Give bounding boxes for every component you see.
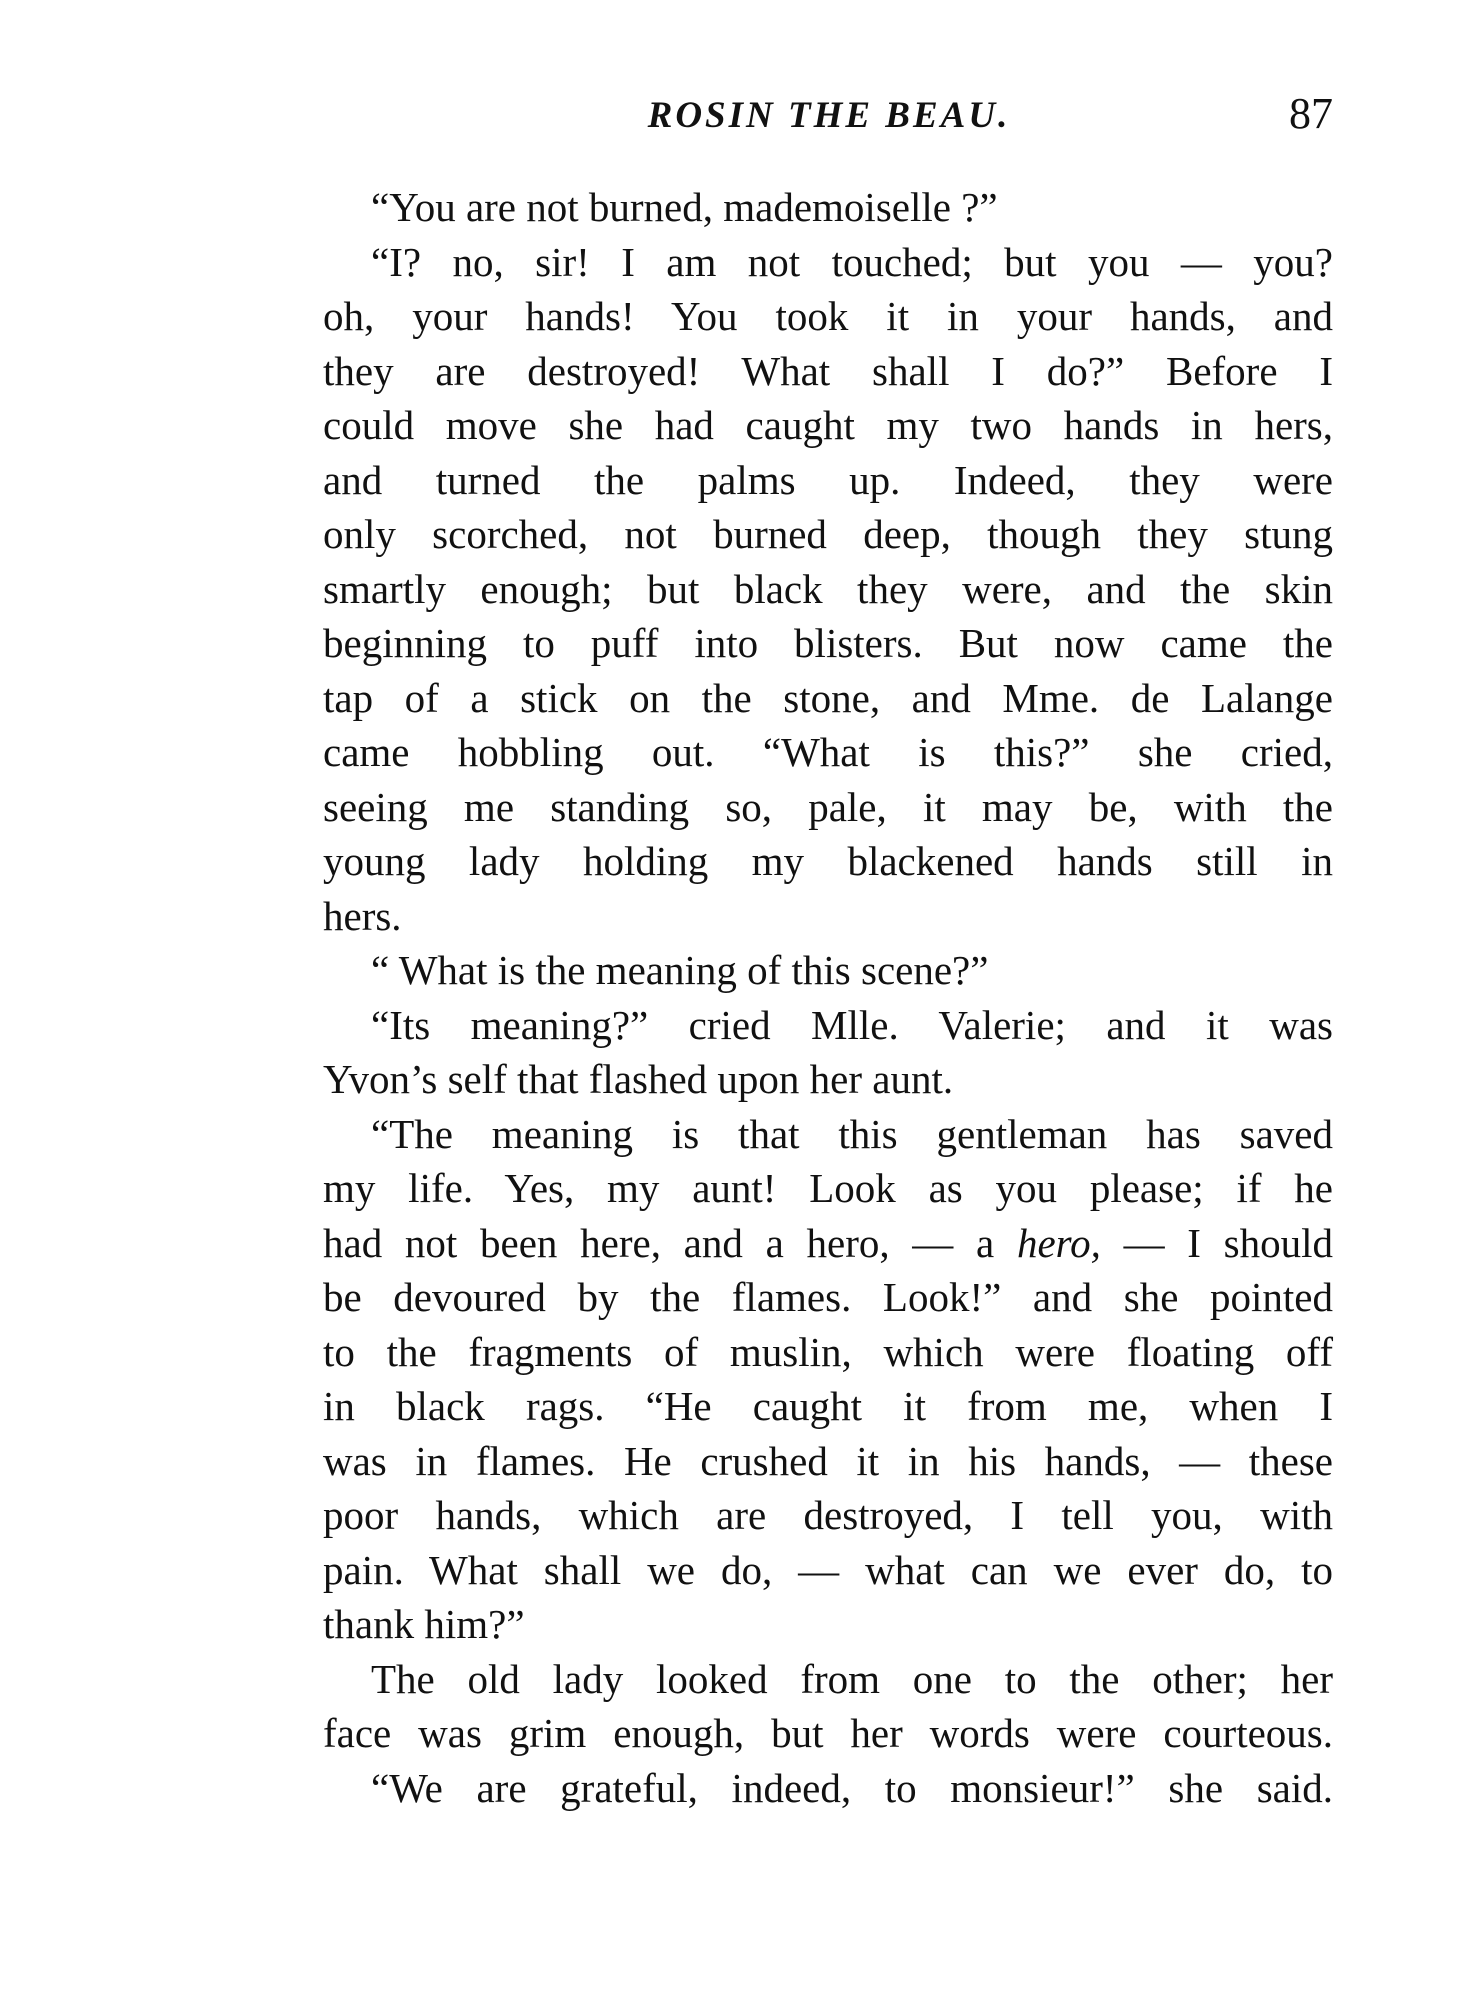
running-head xyxy=(325,88,1333,148)
text-line: to the fragments of muslin, which were floating off xyxy=(323,1328,1333,1375)
text-line: young lady holding my blackened hands still in xyxy=(323,838,1333,884)
text-line: poor hands, which are destroyed, I tell you, with xyxy=(323,1492,1333,1538)
text-line: thank him?” xyxy=(323,1601,525,1647)
text-line: and turned the palms up. Indeed, they were xyxy=(323,456,1333,503)
text-line: was in flames. He crushed it in his hands, — these xyxy=(323,1437,1333,1484)
text-line: pain. What shall we do, — what can we ever do, to xyxy=(323,1546,1333,1593)
text-line: smartly enough; but black they were, and the skin xyxy=(323,565,1333,612)
text-line: “We are grateful, indeed, to monsieur!” she said. xyxy=(371,1764,1333,1811)
text-line: beginning to puff into blisters. But now came the xyxy=(323,620,1333,666)
text-line: “I? no, sir! I am not touched; but you — you? xyxy=(371,238,1333,285)
text-line: The old lady looked from one to the other; her xyxy=(371,1655,1333,1702)
text-line: only scorched, not burned deep, though they stung xyxy=(323,511,1333,557)
text-line: be devoured by the flames. Look!” and she pointed xyxy=(323,1274,1333,1320)
text-line: seeing me standing so, pale, it may be, with the xyxy=(323,783,1333,830)
text-line: in black rags. “He caught it from me, when I xyxy=(323,1383,1333,1429)
running-title: ROSIN THE BEAU. xyxy=(647,95,1011,136)
page-number: 87 xyxy=(1289,89,1333,138)
text-line: “Its meaning?” cried Mlle. Valerie; and it was xyxy=(371,1001,1333,1048)
text-line: hers. xyxy=(323,892,402,939)
text-line: “ What is the meaning of this scene?” xyxy=(371,947,989,993)
text-line xyxy=(323,1216,1333,1271)
text-line: they are destroyed! What shall I do?” Before I xyxy=(323,347,1333,394)
text-segment: had not been here, and a hero, — a xyxy=(323,1219,995,1266)
text-line: tap of a stick on the stone, and Mme. de Lalange xyxy=(323,674,1333,721)
body-text xyxy=(323,180,1333,1815)
text-line: came hobbling out. “What is this?” she cried, xyxy=(323,729,1333,775)
emphasized-word: hero, xyxy=(1016,1219,1101,1266)
text-line: my life. Yes, my aunt! Look as you please; if he xyxy=(323,1165,1333,1211)
text-segment: — I should xyxy=(1123,1219,1333,1266)
text-line: Yvon’s self that flashed upon her aunt. xyxy=(323,1056,954,1102)
text-line: “You are not burned, mademoiselle ?” xyxy=(371,184,998,230)
text-line: oh, your hands! You took it in your hands, and xyxy=(323,293,1333,339)
text-line: could move she had caught my two hands in hers, xyxy=(323,402,1333,448)
text-line: “The meaning is that this gentleman has saved xyxy=(371,1110,1333,1157)
text-line: face was grim enough, but her words were courteous. xyxy=(323,1710,1333,1756)
